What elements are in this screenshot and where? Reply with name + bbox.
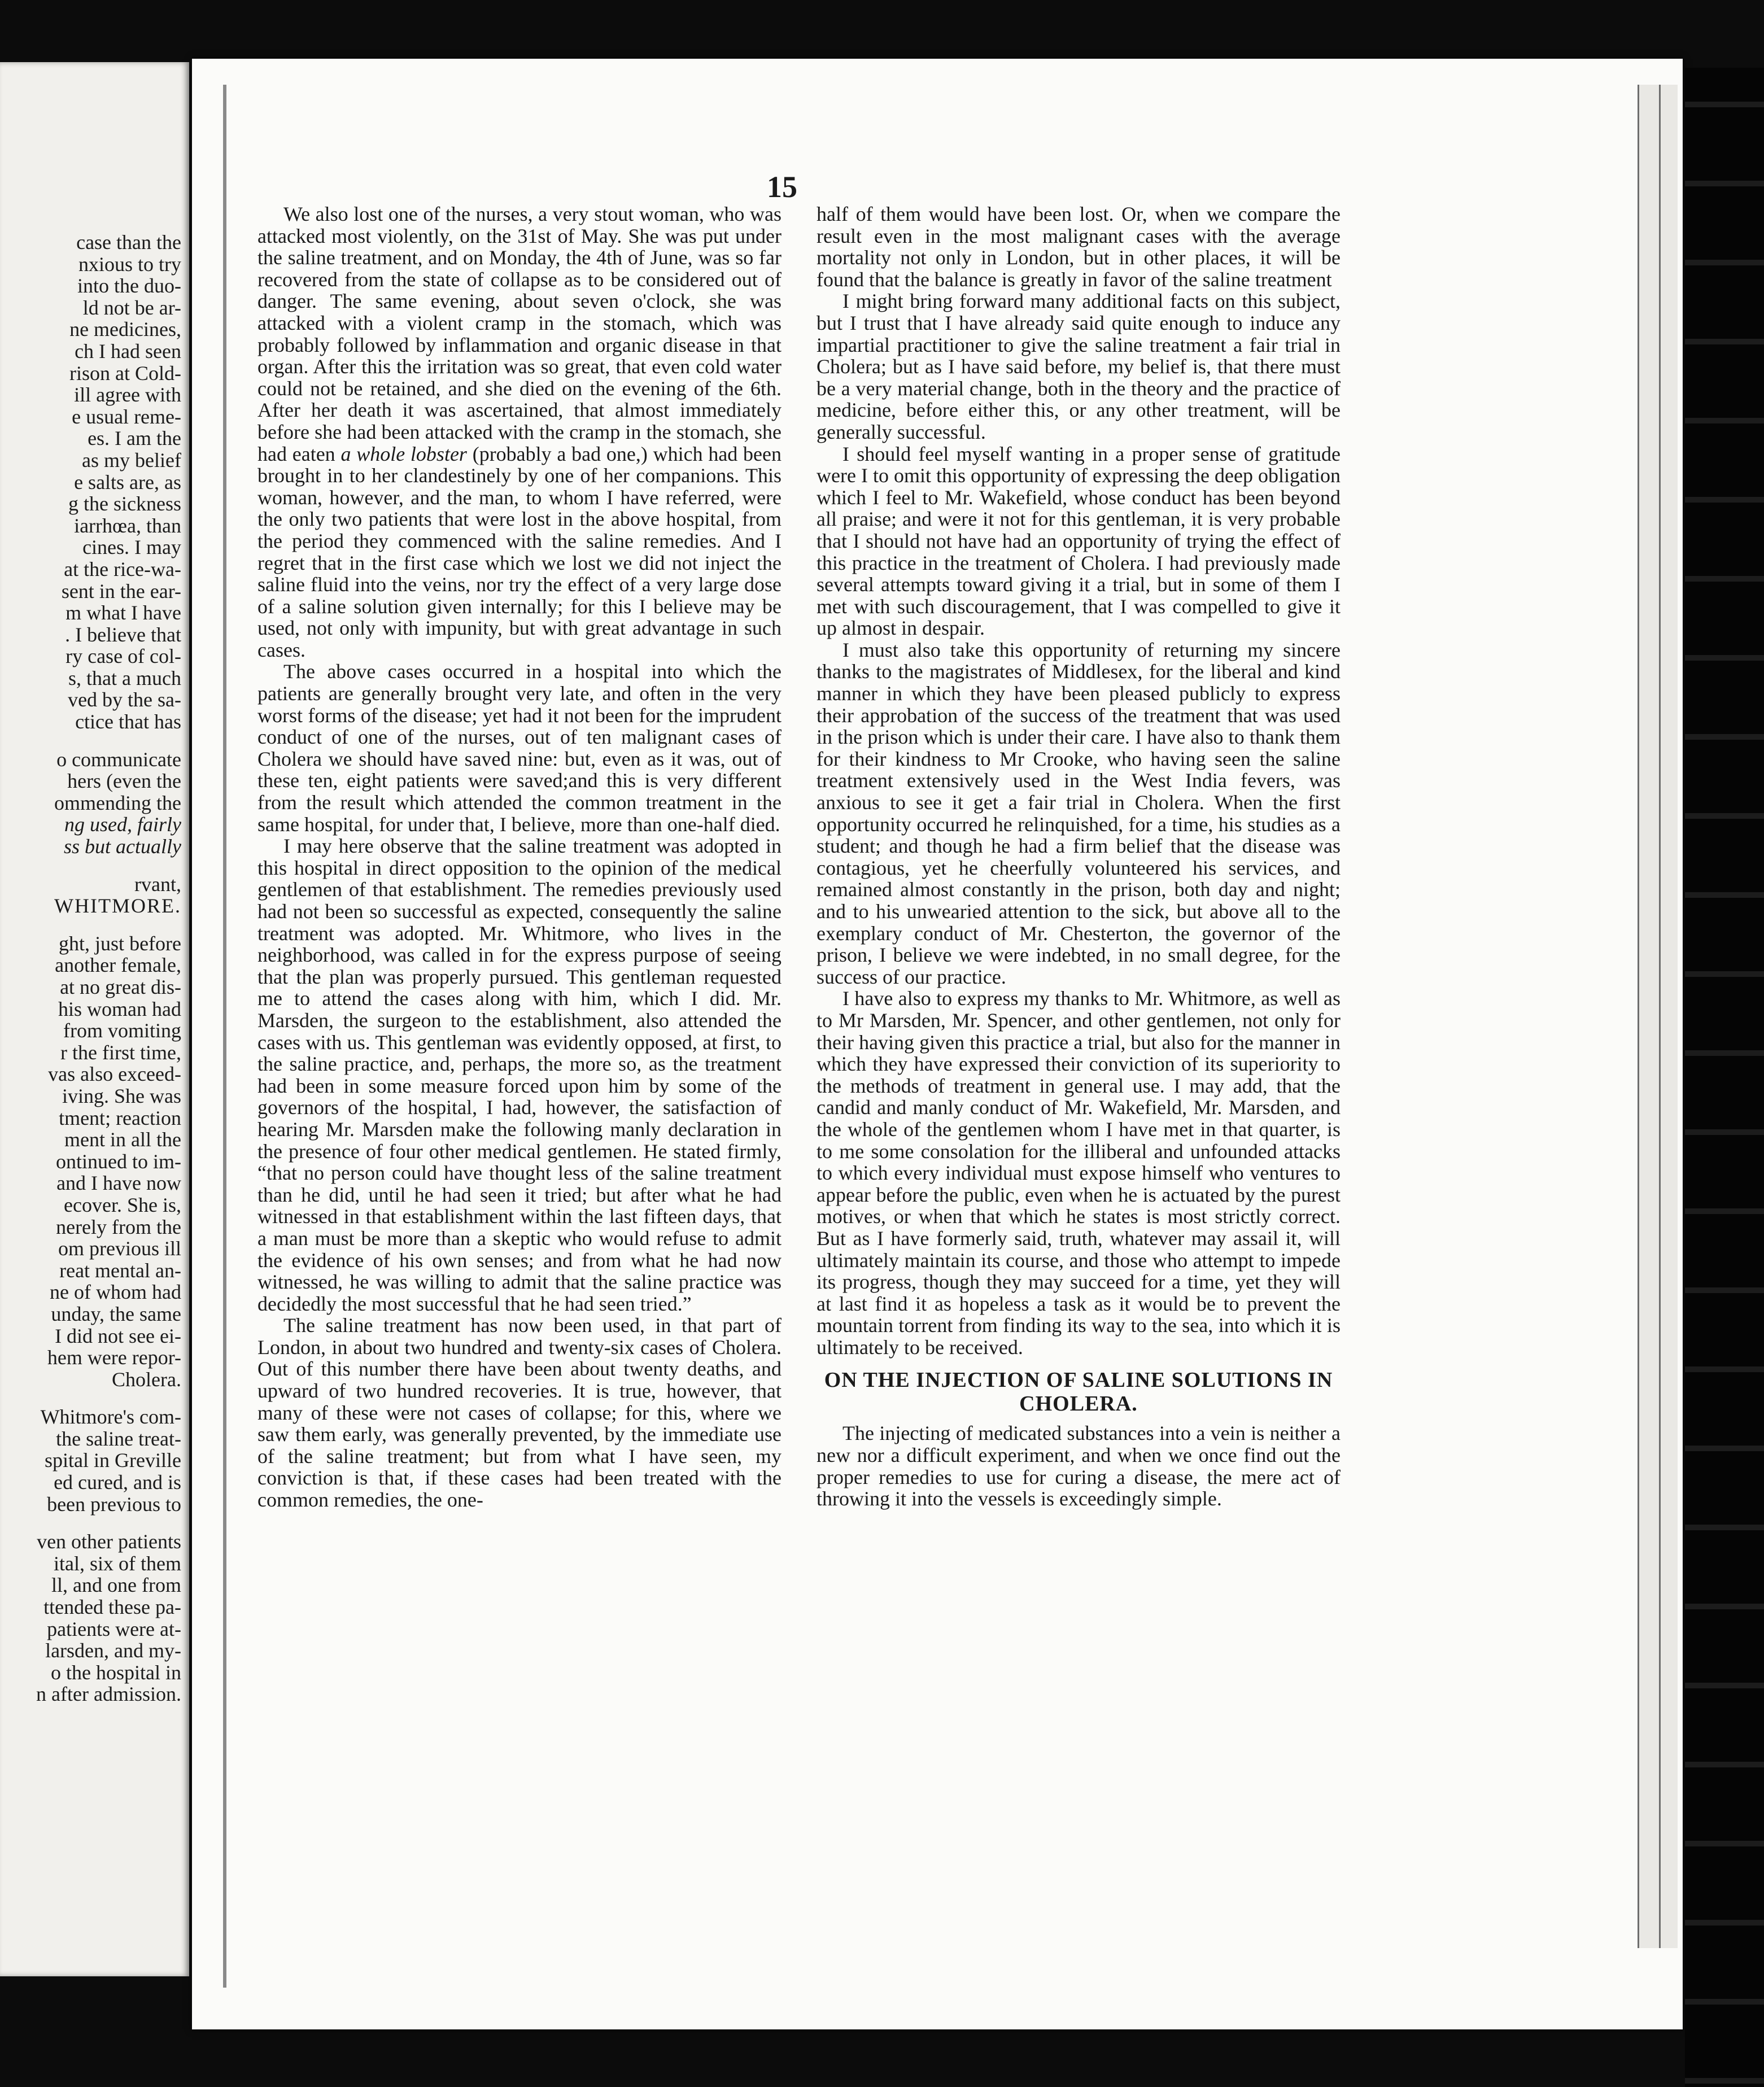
text-line: ven other patients <box>37 1530 181 1553</box>
paragraph <box>257 203 781 661</box>
text-line: om previous ill <box>58 1237 181 1260</box>
text-line: ch I had seen <box>75 339 181 363</box>
text-line: Whitmore's com- <box>40 1405 181 1429</box>
paragraph: The injecting of medicated substances into a vein is neither a new nor a difficult experiment, and when we once find out the proper remedies to use for curing a disease, the mere act of throwing it into the vessels is exceedingly simple. <box>816 1422 1341 1510</box>
page-number: 15 <box>767 170 797 204</box>
text-line: ld not be ar- <box>82 296 181 319</box>
paragraph: I might bring forward many additional facts on this subject, but I trust that I have already said quite enough to induce any impartial practitioner to give the saline treatment a fair trial in Cholera; but as I have said before, my belief is, that there must be a very material change, both in the theory and the practice of medicine, before either this, or any other treatment, will be generally successful. <box>816 290 1341 443</box>
text-line: ttended these pa- <box>43 1596 181 1619</box>
text-line: ed cured, and is <box>54 1471 181 1494</box>
page-spine <box>223 85 226 1988</box>
italic-text: a whole lobster <box>340 442 467 465</box>
text-line: nxious to try <box>78 252 181 276</box>
text-line: WHITMORE. <box>54 894 181 918</box>
text-line: iving. She was <box>62 1084 181 1107</box>
text-line: o the hospital in <box>51 1661 181 1684</box>
text-line: his woman had <box>58 997 181 1020</box>
text-line: g the sickness <box>68 492 181 516</box>
text-line: ill agree with <box>74 383 181 407</box>
text-line: ss but actually <box>64 835 181 858</box>
text-line: ctice that has <box>75 710 181 733</box>
text-line: es. I am the <box>88 427 181 450</box>
text-line: as my belief <box>82 448 181 471</box>
text-line: ital, six of them <box>54 1552 181 1575</box>
text-line: hers (even the <box>67 770 181 793</box>
line-gap <box>0 858 181 874</box>
page-edge <box>1638 85 1660 1948</box>
text-line: vas also exceed- <box>48 1063 181 1086</box>
text-line: e usual reme- <box>72 405 181 428</box>
text-line: larsden, and my- <box>45 1639 181 1662</box>
text-line: ontinued to im- <box>56 1150 181 1173</box>
text-line: iarrhœa, than <box>74 514 181 537</box>
text-line: tment; reaction <box>59 1106 181 1129</box>
text-line: from vomiting <box>63 1019 181 1042</box>
text-line: rison at Cold- <box>69 361 181 385</box>
text-line: at the rice-wa- <box>64 557 181 580</box>
text-line: rvant, <box>134 872 181 896</box>
text-line: ng used, fairly <box>64 813 181 836</box>
page-edge <box>1659 85 1678 1948</box>
text-line: ry case of col- <box>66 645 181 668</box>
text-line: ommending the <box>54 791 181 814</box>
text-line: sent in the ear- <box>61 579 181 602</box>
text-line: cines. I may <box>82 536 181 559</box>
text-line: o communicate <box>56 748 181 771</box>
left-column <box>257 203 781 1511</box>
paragraph: The saline treatment has now been used, in that part of London, in about two hundred and twenty-six cases of Cholera. Out of this number there have been about twenty deaths, and upward of two hundred recoveries. It is true, however, that many of these were not cases of collapse; for this, where we saw them early, was generally prevented, by the immediate use of the saline treatment; but from what I have seen, my conviction is that, if these cases had been treated with the common remedies, the one- <box>257 1314 781 1512</box>
text-line: ment in all the <box>64 1128 181 1151</box>
text-line: and I have now <box>56 1172 181 1195</box>
text-line: I did not see ei- <box>55 1324 181 1347</box>
text-line: another female, <box>55 954 181 977</box>
text-line: reat mental an- <box>59 1259 181 1282</box>
text-line: at no great dis- <box>60 976 181 998</box>
text-line: e salts are, as <box>74 470 181 494</box>
paragraph: I may here observe that the saline treatment was adopted in this hospital in direct opposition to the opinion of the medical gentlemen of that establishment. The remedies previously used had not been so successful as expected, consequently the saline treatment was adopted. Mr. Whitmore, who lives in the neighborhood, was called in for the express purpose of seeing that the plan was properly pursued. This gentleman requested me to attend the cases along with him, which I did. Mr. Marsden, the surgeon to the establishment, also attended the cases with us. This gentleman was evidently opposed, at first, to the saline practice, and, perhaps, the more so, as the treatment had been in some measure forced upon him by some of the governors of the hospital, I had, however, the satisfaction of hearing Mr. Marsden make the following manly declaration in the presence of four other medical gentlemen. He stated firmly, “that no person could have thought less of the saline treatment than he did, until he had seen it tried; but after what he had witnessed in that establishment within the last fifteen days, that a man must be more than a skeptic who would refuse to admit the evidence of his own senses; and from what he had now witnessed, he was willing to admit that the saline practice was decidedly the most successful that he had seen tried.” <box>257 835 781 1315</box>
paragraph: I should feel myself wanting in a proper sense of gratitude were I to omit this opportunity of expressing the deep obligation which I feel to Mr. Wakefield, whose conduct has been beyond all praise; and were it not for this gentleman, it is very probable that I should not have had an opportunity of trying the effect of this practice in the treatment of Cholera. I had previously made several attempts toward giving it a trial, but in some of them I met with such discouragement, that I was compelled to give it up almost in despair. <box>816 442 1341 640</box>
text-line: ll, and one from <box>51 1574 181 1597</box>
paragraph: I have also to express my thanks to Mr. Whitmore, as well as to Mr Marsden, Mr. Spencer, and other gentlemen, not only for their having given this practice a trial, but also for the manner in which they have expressed their conviction of its superiority to the methods of treatment in general use. I may add, that the candid and manly conduct of Mr. Wakefield, Mr. Marsden, and the whole of the gentlemen whom I have met in that quarter, is to me some consolation for the illiberal and unfounded attacks to which every individual must expose himself who ventures to appear before the public, even when he is actuated by the purest motives, or when that which he states is most strictly correct. But as I have formerly said, truth, whatever may assail it, will ultimately maintain its course, and those who attempt to impede its progress, though they may succeed for a time, yet they will at last find it as hopeless a task as it would be to prevent the mountain torrent from finding its way to the sea, into which it is ultimately to be received. <box>816 987 1341 1359</box>
paragraph: half of them would have been lost. Or, when we compare the result even in the most malignant cases with the average mortality not only in London, but in other places, it will be found that the balance is greatly in favor of the saline treatment <box>816 203 1341 291</box>
text-line: into the duo- <box>77 274 181 298</box>
text-line: ne medicines, <box>69 318 181 341</box>
paragraph-text: (probably a bad one,) which had been brought in to her clandestinely by one of her companions. This woman, however, and the man, to whom I have referred, were the only two patients that were lost in the above hospital, from the period they commenced with the saline remedies. And I regret that in the first case which we lost we did not inject the saline fluid into the veins, nor try the effect of a very large dose of a saline solution given internally; for this I believe may be used, not only with impunity, but with great advantage in such cases. <box>257 442 782 661</box>
text-line: spital in Greville <box>45 1449 181 1472</box>
previous-page <box>0 62 189 1976</box>
text-line: ved by the sa- <box>68 688 181 711</box>
paragraph: I must also take this opportunity of returning my sincere thanks to the magistrates of Middlesex, for the liberal and kind manner in which they have been pleased publicly to express their approbation of the success of the treatment that was used in the prison which is under their care. I have also to thank them for their kindness to Mr Crooke, who having seen the saline treatment extensively used in the West India fevers, was anxious to see it get a fair trial in Cholera. When the first opportunity occurred he relinquished, for a time, his studies as a student; and though he had a firm belief that the disease was contagious, yet he cheerfully volunteered his services, and remained almost constantly in the prison, both day and night; and to his unwearied attention to the sick, but above all to the exemplary conduct of Mr. Chesterton, the governor of the prison, I believe we were indebted, in no small degree, for the success of our practice. <box>816 638 1341 988</box>
section-heading: ON THE INJECTION OF SALINE SOLUTIONS IN CHOLERA. <box>824 1368 1333 1416</box>
text-line: been previous to <box>47 1492 181 1516</box>
text-line: n after admission. <box>36 1683 181 1706</box>
text-line: ecover. She is, <box>64 1193 181 1216</box>
line-gap <box>0 1515 181 1531</box>
previous-page-column <box>0 232 181 1705</box>
text-line: Cholera. <box>112 1368 181 1391</box>
line-gap <box>0 917 181 933</box>
paragraph: The above cases occurred in a hospital into which the patients are generally brought very late, and often in the very worst forms of the disease; yet had it not been for the imprudent conduct of one of the nurses, out of ten malignant cases of Cholera we should have saved nine: but, even as it was, out of these ten, eight patients were saved;and this is very different from the result which attended the common treatment in the same hospital, for under that, I believe, more than one-half died. <box>257 660 781 836</box>
line-gap <box>0 1390 181 1406</box>
text-line: . I believe that <box>65 623 181 646</box>
background-edge <box>1685 68 1764 2087</box>
text-line: nerely from the <box>56 1215 181 1238</box>
paragraph-text: We also lost one of the nurses, a very stout woman, who was attacked most violently, on the 31st of May. She was put under the saline treatment, and on Monday, the 4th of June, was so far recovered from the state of collapse as to be considered out of danger. The same evening, about seven o'clock, she was attacked with a violent cramp in the stomach, which was probably followed by inflammation and organic disease in that organ. After this the irritation was so great, that even cold water could not be retained, and she died on the evening of the 6th. After her death it was ascertained, that almost immediately before she had been attacked with the cramp in the stomach, she had eaten <box>257 203 781 465</box>
text-line: the saline treat- <box>56 1427 181 1450</box>
text-line: unday, the same <box>51 1302 181 1325</box>
line-gap <box>0 733 181 749</box>
text-line: hem were repor- <box>47 1346 181 1369</box>
text-line: ght, just before <box>59 932 181 955</box>
text-line: ne of whom had <box>50 1281 181 1304</box>
text-line: r the first time, <box>60 1041 181 1064</box>
text-line: patients were at- <box>47 1617 181 1640</box>
text-line: s, that a much <box>68 666 181 689</box>
text-line: case than the <box>76 231 181 254</box>
text-line: m what I have <box>66 601 181 625</box>
right-column <box>816 203 1341 1510</box>
